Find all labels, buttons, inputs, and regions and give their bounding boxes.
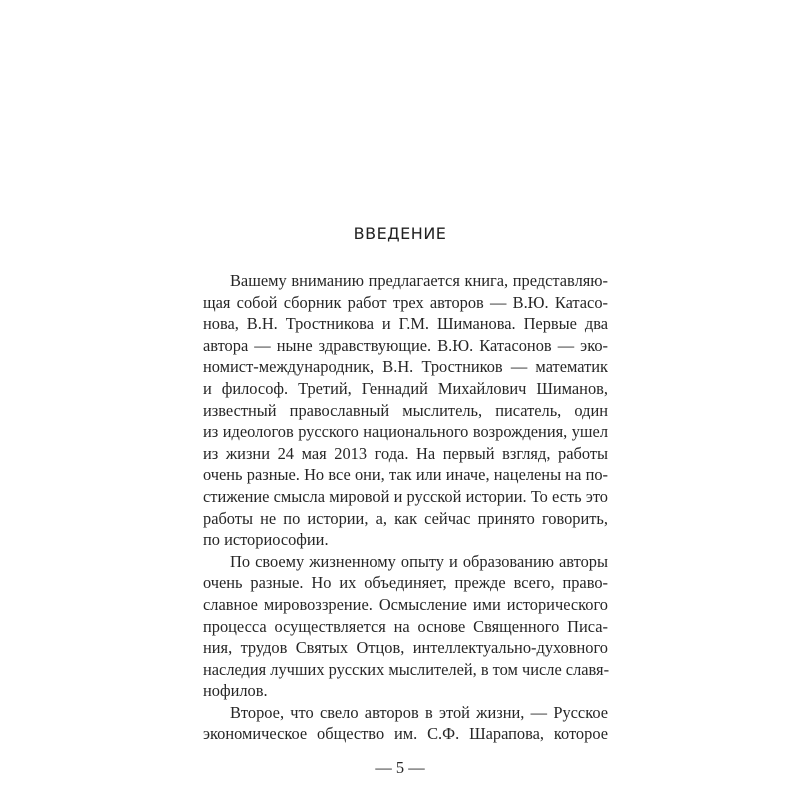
text-line: стижение смысла мировой и русской истории. То есть это <box>203 486 608 506</box>
text-line: Вашему вниманию предлагается книга, представляю- <box>230 271 608 290</box>
text-line: известный православный мыслитель, писатель, один <box>203 400 608 420</box>
chapter-heading: ВВЕДЕНИЕ <box>353 224 447 243</box>
text-line: ния, трудов Святых Отцов, интеллектуально-духовного <box>203 638 608 658</box>
text-line: процесса осуществляется на основе Священного Писа- <box>203 616 608 636</box>
text-line: и философ. Третий, Геннадий Михайлович Шиманов, <box>203 378 608 398</box>
text-line: автора — ныне здравствующие. В.Ю. Катасонов — эко- <box>203 335 608 355</box>
text-line: очень разные. Но их объединяет, прежде всего, право- <box>203 573 608 593</box>
text-line: из идеологов русского национального возрождения, ушел <box>203 422 608 442</box>
text-line: славное мировоззрение. Осмысление ими исторического <box>203 594 608 614</box>
text-line: очень разные. Но все они, так или иначе, нацелены на по- <box>203 465 608 485</box>
text-line: наследия лучших русских мыслителей, в том числе славя- <box>203 659 610 679</box>
text-line: щая собой сборник работ трех авторов — В.Ю. Катасо- <box>203 292 608 312</box>
body-text <box>203 270 608 745</box>
page-number: — 5 — <box>375 758 425 777</box>
text-line: нова, В.Н. Тростникова и Г.М. Шиманова. Первые два <box>203 314 608 334</box>
text-line: работы не по истории, а, как сейчас принято говорить, <box>203 508 608 528</box>
text-line: по историософии. <box>203 530 329 550</box>
text-line: По своему жизненному опыту и образованию авторы <box>230 551 608 571</box>
text-line: экономическое общество им. С.Ф. Шарапова, которое <box>203 724 608 744</box>
text-line: из жизни 24 мая 2013 года. На первый взгляд, работы <box>203 443 608 463</box>
text-line: Второе, что свело авторов в этой жизни, — Русское <box>230 702 608 722</box>
text-line: нофилов. <box>203 681 268 701</box>
text-line: номист-международник, В.Н. Тростников — математик <box>203 357 608 377</box>
